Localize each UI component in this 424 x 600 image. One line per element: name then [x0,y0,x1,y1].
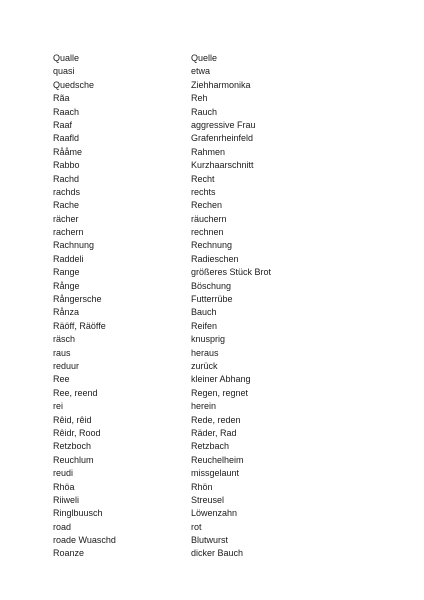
dialect-term: Reuchlum [53,454,94,465]
glossary-row [53,159,393,172]
dialect-term: reudi [53,468,74,479]
standard-translation: kleiner Abhang [191,374,251,385]
dialect-term: Raddeli [53,253,84,264]
standard-translation: räuchern [191,213,227,224]
dialect-term: Qualle [53,53,80,63]
glossary-row [53,79,393,92]
standard-translation: Rechnung [191,240,233,251]
standard-translation: Radieschen [191,253,239,264]
standard-translation: Grafenrheinfeld [191,133,254,144]
dialect-term: rachern [53,227,84,238]
glossary-row [53,360,393,373]
glossary-row [53,414,393,427]
dialect-term: Ringlbuusch [53,508,103,519]
dialect-term: quasi [53,66,75,77]
dialect-term: Retzboch [53,441,92,452]
glossary-row [53,186,393,199]
standard-translation: Blutwurst [191,535,229,546]
dialect-term: roade Wuaschd [53,535,116,546]
dialect-term: Raaf [53,119,73,130]
standard-translation: Rhön [191,481,213,492]
glossary-row [53,534,393,547]
standard-translation: Rechen [191,200,223,211]
glossary-row [53,507,393,520]
standard-translation: Streusel [191,494,225,505]
standard-translation: Kurzhaarschnitt [191,160,254,171]
dialect-term: Rååme [53,146,83,157]
dialect-term: raus [53,347,71,358]
standard-translation: rechnen [191,227,224,238]
dialect-term: Räöff, Räöffe [53,320,106,331]
glossary-row [53,467,393,480]
standard-translation: Ziehharmonika [191,79,251,90]
dialect-term: reduur [53,360,80,371]
standard-translation: Retzbach [191,441,230,452]
glossary-row [53,146,393,159]
standard-translation: Rahmen [191,146,226,157]
glossary-row [53,481,393,494]
dialect-term: Rachd [53,173,80,184]
glossary-row [53,52,393,65]
glossary-row [53,521,393,534]
glossary-row [53,293,393,306]
dialect-term: Rånza [53,307,80,318]
dialect-term: Raach [53,106,80,117]
dialect-term: Rêid, rêid [53,414,92,425]
dialect-term: Ree, reend [53,387,98,398]
glossary-row [53,400,393,413]
glossary-row [53,347,393,360]
glossary-row [53,280,393,293]
glossary-row [53,373,393,386]
glossary-list [53,52,393,561]
standard-translation: Recht [191,173,215,184]
dialect-term: road [53,521,72,532]
glossary-row [53,213,393,226]
dialect-term: rachds [53,186,81,197]
dialect-term: rei [53,401,64,412]
glossary-row [53,266,393,279]
standard-translation: herein [191,401,217,412]
dialect-term: Quedsche [53,79,95,90]
standard-translation: rot [191,521,202,532]
glossary-row [53,454,393,467]
dialect-term: Raafld [53,133,80,144]
standard-translation: Räder, Rad [191,427,237,438]
dialect-term: Rãa [53,93,70,104]
standard-translation: Reifen [191,320,218,331]
standard-translation: Böschung [191,280,232,291]
glossary-row [53,547,393,560]
standard-translation: Reuchelheim [191,454,244,465]
standard-translation: heraus [191,347,219,358]
standard-translation: rechts [191,186,216,197]
dialect-term: Riiweli [53,494,80,505]
glossary-row [53,173,393,186]
glossary-row [53,119,393,132]
standard-translation: Rauch [191,106,218,117]
dialect-term: Rhöa [53,481,75,492]
standard-translation: aggressive Frau [191,119,256,130]
standard-translation: dicker Bauch [191,548,244,559]
glossary-row [53,387,393,400]
standard-translation: etwa [191,66,211,77]
dialect-term: Roanze [53,548,85,559]
dialect-term: Rache [53,200,80,211]
dialect-term: Rabbo [53,160,80,171]
glossary-row [53,427,393,440]
standard-translation: missgelaunt [191,468,240,479]
standard-translation: Bauch [191,307,217,318]
dialect-term: rächer [53,213,79,224]
standard-translation: knusprig [191,334,226,345]
standard-translation: Futterrübe [191,294,233,305]
standard-translation: Regen, regnet [191,387,249,398]
glossary-row [53,199,393,212]
glossary-row [53,440,393,453]
glossary-row [53,494,393,507]
standard-translation: zurück [191,360,218,371]
dialect-term: Rachnung [53,240,95,251]
glossary-row [53,106,393,119]
standard-translation: Quelle [191,53,218,63]
dialect-term: Ree [53,374,70,385]
glossary-row [53,226,393,239]
glossary-row [53,320,393,333]
standard-translation: größeres Stück Brot [191,267,272,278]
glossary-row [53,253,393,266]
glossary-row [53,306,393,319]
standard-translation: Löwenzahn [191,508,238,519]
dialect-term: räsch [53,334,76,345]
glossary-row [53,333,393,346]
dialect-term: Rånge [53,280,80,291]
standard-translation: Rede, reden [191,414,241,425]
dialect-term: Rångersche [53,294,102,305]
glossary-row [53,239,393,252]
glossary-row [53,132,393,145]
glossary-row [53,65,393,78]
glossary-row [53,92,393,105]
dialect-term: Rêidr, Rood [53,427,101,438]
standard-translation: Reh [191,93,208,104]
dialect-term: Range [53,267,80,278]
